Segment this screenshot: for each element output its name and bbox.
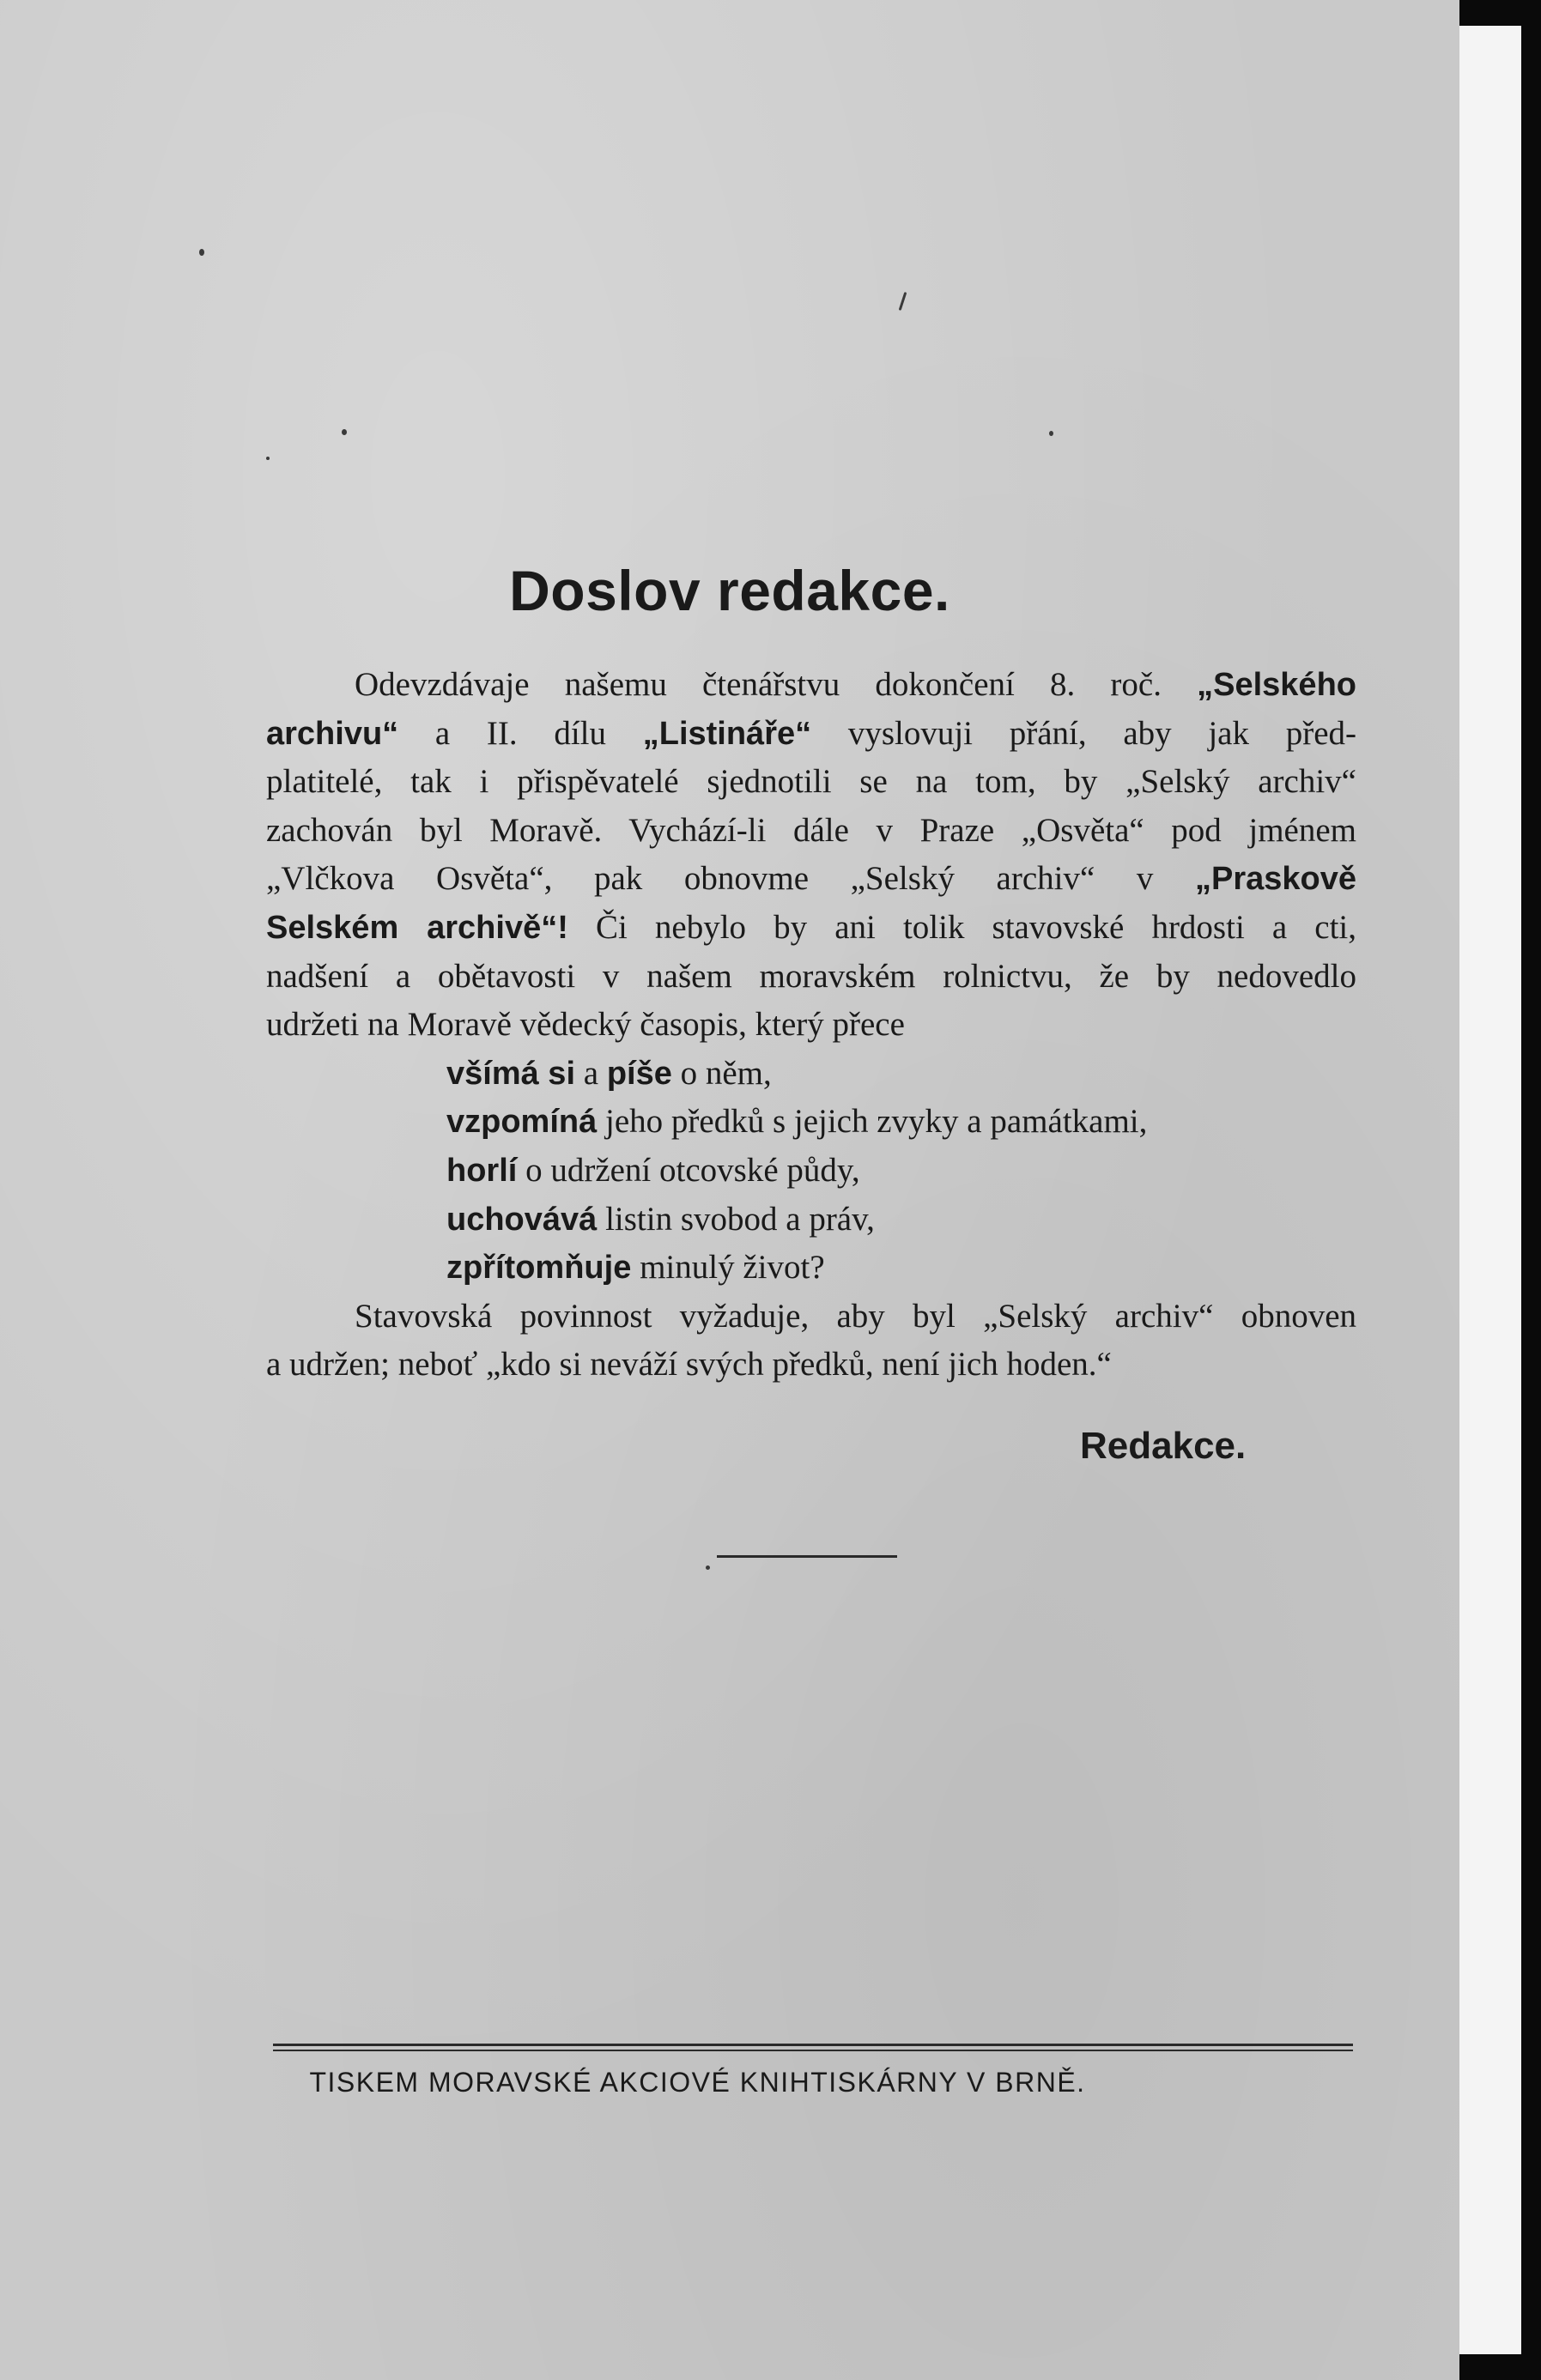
speck [1049, 431, 1053, 436]
text-line [446, 1050, 1356, 1099]
emphasis-text: všímá si [446, 1055, 575, 1092]
text-run: vyslovuji přání, aby jak před- [811, 714, 1356, 752]
text-run: udržeti na Moravě vědecký časopis, který přece [266, 1006, 905, 1044]
short-rule [717, 1555, 897, 1558]
emphasis-text: uchovává [446, 1201, 598, 1238]
text-line [446, 1196, 1356, 1245]
activity-list [266, 1050, 1356, 1293]
text-run: jeho předků s jejich zvyky a památkami, [597, 1103, 1148, 1141]
text-run: a udržen; neboť „kdo si neváží svých předků, není jich hoden.“ [266, 1346, 1112, 1384]
emphasis-text: horlí [446, 1152, 518, 1189]
text-run: a [575, 1054, 607, 1092]
speck [342, 429, 347, 435]
speck [706, 1565, 710, 1570]
emphasis-text: archivu“ [266, 715, 399, 752]
page-title: Doslov redakce. [509, 559, 950, 622]
speck [899, 292, 907, 311]
text-line [266, 1293, 1356, 1341]
printer-imprint: TISKEM MORAVSKÉ AKCIOVÉ KNIHTISKÁRNY V BRNĚ. [309, 2067, 1086, 2098]
speck [266, 457, 270, 460]
text-run: minulý život? [631, 1249, 825, 1287]
text-line [266, 1341, 1356, 1390]
emphasis-text: „Selského [1197, 667, 1356, 703]
text-line [266, 1001, 1356, 1050]
speck [199, 249, 204, 256]
text-run: Či nebylo by ani tolik stavovské hrdosti a cti, [567, 908, 1356, 946]
text-line [266, 953, 1356, 1002]
text-line [266, 807, 1356, 856]
emphasis-text: Selském archivě“! [266, 909, 568, 946]
text-line [446, 1147, 1356, 1196]
text-line [266, 710, 1356, 759]
text-run: Stavovská povinnost vyžaduje, aby byl „Selský archiv“ obnoven [355, 1297, 1356, 1335]
text-run: o něm, [671, 1054, 772, 1092]
paragraph-2 [266, 1293, 1356, 1390]
text-line [266, 661, 1356, 710]
page-edge [1459, 26, 1521, 2354]
text-line [446, 1244, 1356, 1293]
emphasis-text: „Praskově [1194, 861, 1356, 898]
text-run: Odevzdávaje našemu čtenářstvu dokončení 8. roč. [355, 666, 1198, 703]
text-run: „Vlčkova Osvěta“, pak obnovme „Selský archiv“ v [266, 860, 1195, 898]
text-run: a II. dílu [398, 714, 643, 752]
emphasis-text: vzpomíná [446, 1104, 598, 1141]
text-line [266, 758, 1356, 807]
text-run: listin svobod a práv, [597, 1200, 875, 1238]
emphasis-text: zpřítomňuje [446, 1250, 632, 1287]
paragraph-1 [266, 661, 1356, 1050]
text-run: platitelé, tak i přispěvatelé sjednotili se na tom, by „Selský archiv“ [266, 763, 1356, 801]
emphasis-text: „Listináře“ [642, 715, 812, 752]
text-run: zachován byl Moravě. Vychází-li dále v Praze „Osvěta“ pod jménem [266, 811, 1356, 849]
body-text [266, 661, 1356, 1390]
text-run: o udržení otcovské půdy, [517, 1151, 860, 1189]
text-line [266, 855, 1356, 904]
text-run: nadšení a obětavosti v našem moravském rolnictvu, že by nedovedlo [266, 957, 1356, 995]
text-line [446, 1098, 1356, 1147]
emphasis-text: píše [606, 1055, 672, 1092]
double-rule [273, 2044, 1353, 2051]
text-line [266, 904, 1356, 953]
signature: Redakce. [1080, 1425, 1247, 1467]
